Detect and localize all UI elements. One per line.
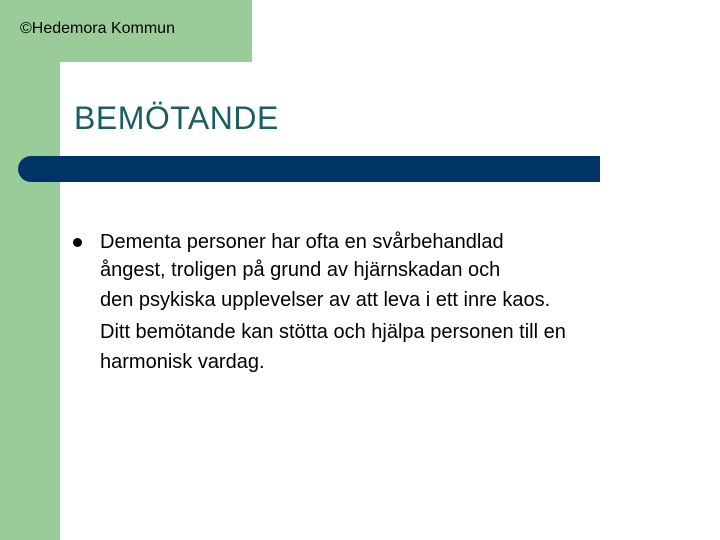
bullet-text-line: harmonisk vardag. — [100, 351, 265, 373]
bullet-text-line: Ditt bemötande kan stötta och hjälpa personen till en — [100, 321, 566, 343]
bullet-text-line: den psykiska upplevelser av att leva i ett inre kaos. — [100, 289, 551, 311]
title-underline-bar — [18, 156, 600, 182]
bullet-dot-icon — [73, 238, 82, 247]
slide-title: BEMÖTANDE — [74, 100, 279, 136]
left-accent-band — [0, 0, 60, 540]
bullet-text-line: Dementa personer har ofta en svårbehandlad — [100, 231, 504, 253]
copyright-text: ©Hedemora Kommun — [20, 20, 175, 37]
bullet-text-line: ångest, troligen på grund av hjärnskadan och — [100, 259, 501, 281]
list-item — [70, 228, 670, 376]
bullet-list — [70, 228, 670, 376]
content-corner — [60, 62, 100, 102]
